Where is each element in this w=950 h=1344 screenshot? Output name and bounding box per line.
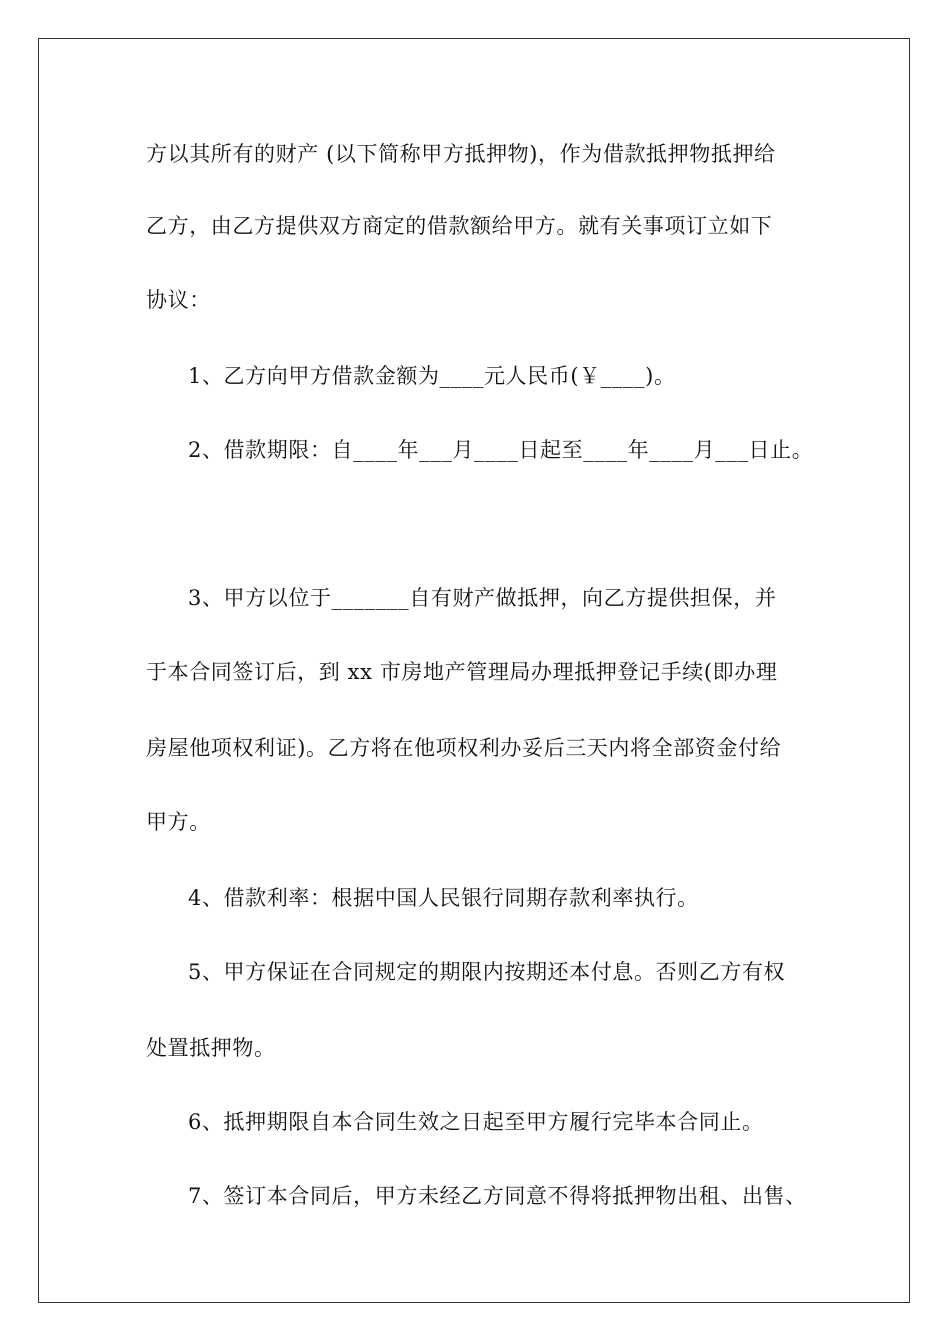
clause-3: 3、甲方以位于_______自有财产做抵押，向乙方提供担保，并	[188, 586, 777, 610]
clause-6: 6、抵押期限自本合同生效之日起至甲方履行完毕本合同止。	[188, 1110, 764, 1134]
paragraph-line: 乙方，由乙方提供双方商定的借款额给甲方。就有关事项订立如下	[146, 214, 773, 238]
paragraph-line: 于本合同签订后，到 xx 市房地产管理局办理抵押登记手续(即办理	[146, 660, 778, 684]
clause-4: 4、借款利率：根据中国人民银行同期存款利率执行。	[188, 886, 699, 910]
paragraph-line: 协议：	[146, 288, 211, 312]
clause-1: 1、乙方向甲方借款金额为____元人民币(￥____)。	[188, 364, 676, 388]
clause-7: 7、签订本合同后，甲方未经乙方同意不得将抵押物出租、出售、	[188, 1184, 807, 1208]
paragraph-line: 房屋他项权利证)。乙方将在他项权利办妥后三天内将全部资金付给	[146, 736, 782, 760]
clause-5: 5、甲方保证在合同规定的期限内按期还本付息。否则乙方有权	[188, 960, 786, 984]
paragraph-line: 甲方。	[146, 810, 211, 834]
clause-2: 2、借款期限：自____年___月____日起至____年____月___日止。	[188, 438, 814, 462]
paragraph-line: 方以其所有的财产 (以下简称甲方抵押物)，作为借款抵押物抵押给	[146, 142, 776, 166]
paragraph-line: 处置抵押物。	[146, 1036, 276, 1060]
